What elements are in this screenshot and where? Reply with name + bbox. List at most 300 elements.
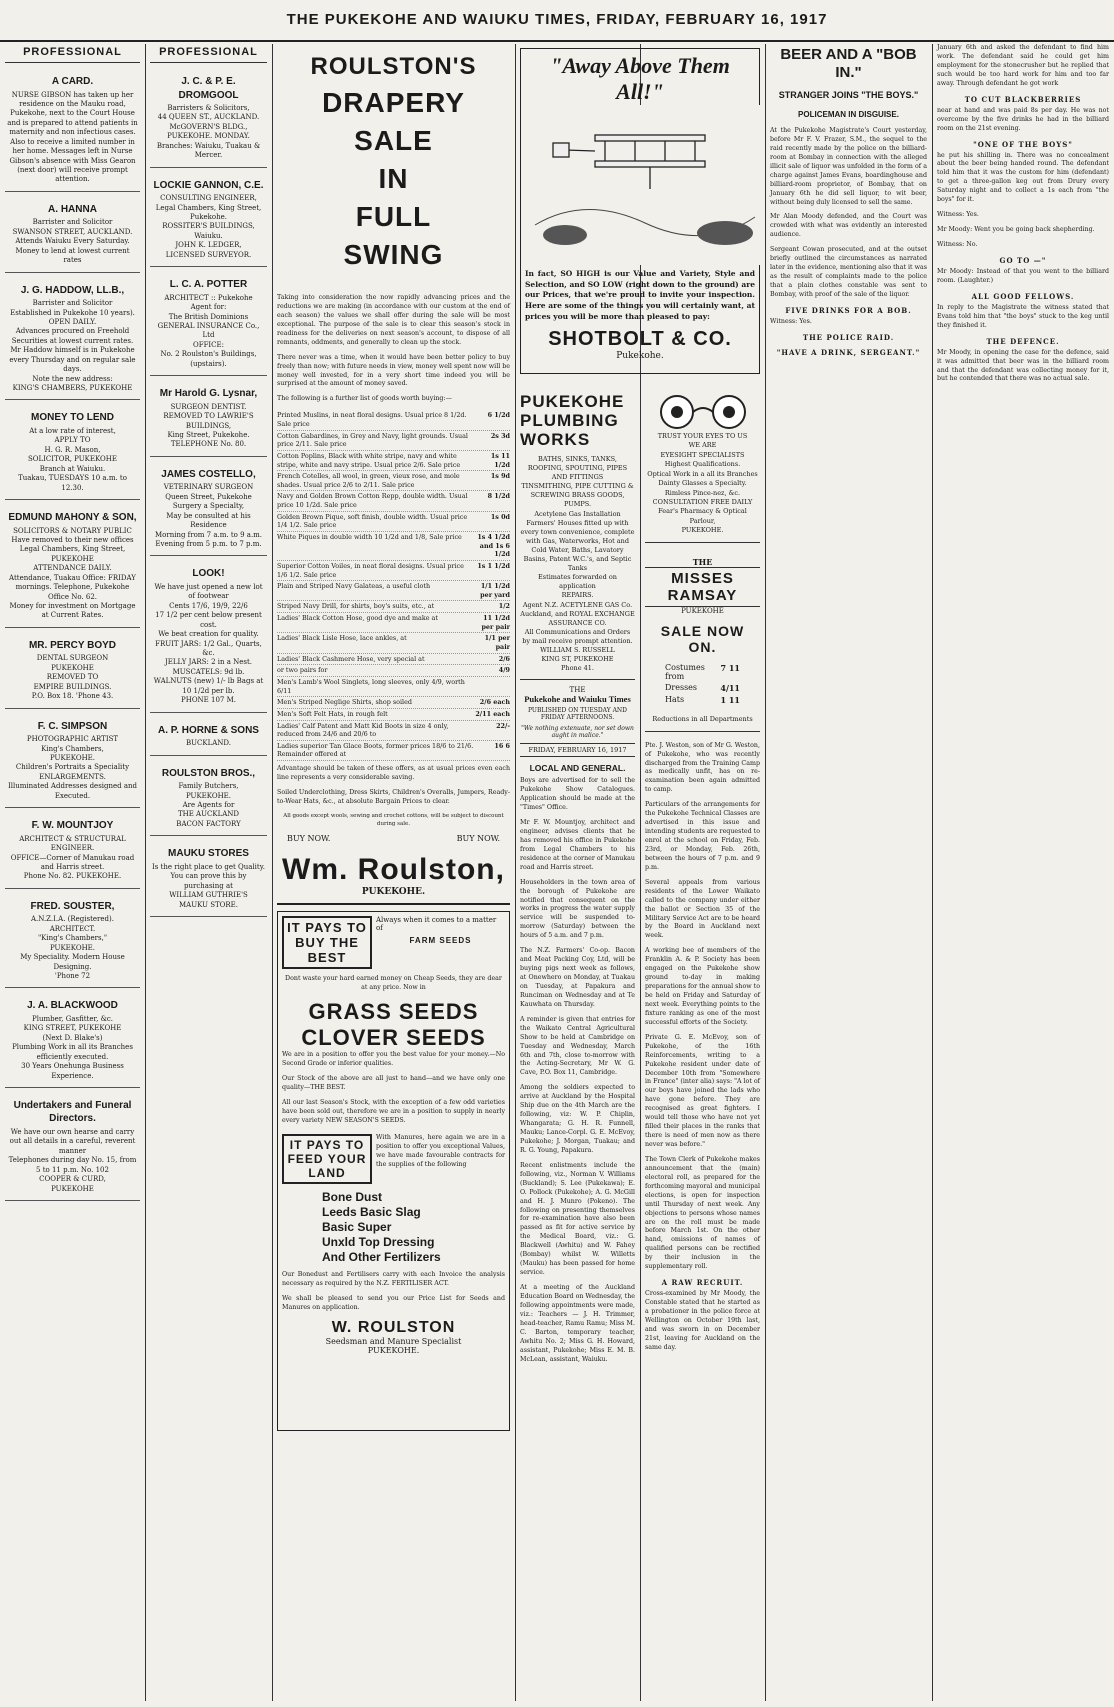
card-line: My Speciality. Modern House Designing.	[20, 953, 125, 971]
sale-item	[277, 532, 510, 561]
professional-card	[5, 813, 140, 889]
sale-item	[277, 561, 510, 581]
plumbing-times-column	[515, 392, 640, 1701]
card-line: PUKEKOHE	[51, 663, 94, 672]
sale-item-desc: Men's Soft Felt Hats, in rough felt	[277, 709, 388, 718]
news-paragraph: A reminder is given that entries for the Waikato Central Agricultural Show to be held at Cambridge on Tuesday and Wednesday, March 6th and 7th, close to-morrow with the Acting-Secretary, Mr W. G. Cave, P.O. Box 11, Cambridge.	[520, 1015, 635, 1077]
optical-details	[645, 432, 760, 543]
buy-now-right: BUY NOW.	[456, 834, 500, 844]
article-title: BEER AND A "BOB IN."	[780, 46, 917, 81]
plumbing-line: Phone 41.	[561, 664, 594, 673]
news-paragraph: Boys are advertised for to sell the Pukekohe Show Catalogues. Application should be made at the "Times" Office.	[520, 777, 635, 812]
card-line: The British Dominions GENERAL INSURANCE Co., Ltd	[157, 312, 260, 340]
article-paragraph: At the Pukekohe Magistrate's Court yesterday, before Mr F. V. Frazer, S.M., the sequel to the raid recently made by the police on the billiard-room at Bombay in connection with the alleged illicit sale of liquor was unfolded in the form of a charge against James Evans, boardinghouse and billiard-room proprietor, of Bombay, that on January 6th he did sell liquor, to wit beer, without being duly licensed to sell the same.	[770, 127, 927, 206]
card-line: Attends Waiuku Every Saturday.	[15, 237, 130, 246]
article-paragraph: January 6th and asked the defendant to find him work. The defendant said he could get him employment for the stonecrusher but he replied that such would be too hard work for him and too far away. Through defendant he got work	[937, 44, 1109, 87]
sale-item-price: 2/6 each	[479, 698, 510, 707]
plumbing-line: Estimates forwarded on application	[538, 573, 617, 591]
sale-item	[277, 451, 510, 471]
card-line: BUCKLAND.	[185, 739, 232, 748]
biplane-illustration	[525, 105, 763, 265]
ramsay-town: PUKEKOHE	[681, 606, 724, 615]
card-title: J. G. HADDOW, LL.B.,	[20, 284, 125, 296]
professional-card	[5, 993, 140, 1088]
card-line: REMOVED TO LAWRIE'S BUILDINGS,	[163, 412, 254, 430]
card-line: Phone No. 82. PUKEKOHE.	[23, 872, 122, 881]
column-heading: PROFESSIONAL	[150, 44, 267, 63]
professional-card	[150, 69, 267, 168]
sale-item-desc: Men's Lamb's Wool Singlets, long sleeves, only 4/9, worth 6/11	[277, 677, 465, 695]
sale-item	[277, 613, 510, 633]
optical-line: Optical Work in a all its Branches Dainty Glasses a Specialty.	[647, 469, 758, 488]
card-title: J. C. & P. E. DROMGOOL	[178, 76, 239, 101]
optical-line: Highest Qualifications.	[664, 460, 741, 469]
grass-seeds-title: GRASS SEEDS	[308, 999, 479, 1025]
sale-item-desc: Cotton Poplins, Black with white stripe, navy and white stripe, white and navy stripe. Usual price 2/6. Sale price	[277, 451, 461, 469]
headline-line: ROULSTON'S	[310, 53, 477, 80]
roulston-town: PUKEKOHE.	[277, 887, 510, 905]
feed-land-box	[282, 1134, 372, 1184]
professional-card	[150, 561, 267, 712]
plumbing-line: REPAIRS.	[561, 591, 594, 600]
sale-item	[277, 431, 510, 451]
optical-line: TRUST YOUR EYES TO US	[657, 432, 748, 440]
ramsay-price: 1 11	[720, 694, 740, 705]
card-line: At a low rate of interest,	[29, 426, 116, 435]
farm-seeds-ad	[277, 911, 510, 1431]
card-line: Barristers & Solicitors,	[167, 104, 250, 112]
card-line: PUKEKOHE	[51, 554, 94, 563]
card-title: A. P. HORNE & SONS	[158, 724, 259, 736]
fertilizer-item: And Other Fertilizers	[322, 1249, 441, 1264]
article-subtitle: STRANGER JOINS "THE BOYS."	[778, 90, 919, 100]
professional-card	[150, 718, 267, 756]
card-line: Tuakau, TUESDAYS 10 a.m. to 12.30.	[18, 474, 127, 492]
sale-item-price: 8 1/2d	[487, 492, 510, 501]
optical-line: CONSULTATION FREE DAILY	[652, 497, 753, 506]
sale-item	[277, 721, 510, 741]
article-subtitle-2: POLICEMAN IN DISGUISE.	[798, 110, 899, 119]
professional-card	[150, 462, 267, 557]
ramsay-price-row	[665, 663, 740, 681]
article-subheading: THE DEFENCE.	[986, 336, 1060, 346]
sale-item-desc: White Piques in double width 10 1/2d and 1/8, Sale price	[277, 533, 462, 541]
price-list-para: We shall be pleased to send you our Price List for Seeds and Manures on application.	[282, 1294, 505, 1311]
card-line: King Street, Pukekohe.	[167, 431, 250, 439]
sale-item-desc: Striped Navy Drill, for shirts, boy's suits, etc., at	[277, 602, 435, 611]
sale-soiled: Soiled Underclothing, Dress Skirts, Children's Overalls, Jumpers, Ready-to-Wear Hats, &c., at absolute Bargain Prices to clear.	[277, 788, 510, 805]
sale-items	[277, 410, 510, 761]
article-paragraph: Mr Moody: Went you be going back shepherding.	[937, 226, 1095, 234]
professional-card	[150, 272, 267, 376]
sale-item-desc: Ladies superior Tan Glace Boots, former prices 18/6 to 21/6. Remainder offered at	[277, 741, 474, 759]
article-paragraph: he put his shilling in. There was no concealment about the beer being handed round. The defendant told him that it was the custom for him (defendant) to get a three-gallon keg out from Drury every Saturday night and to collect a 1s each from "the boys" for it.	[937, 151, 1109, 204]
card-line: Have removed to their new offices	[11, 535, 134, 544]
plumbing-title: PUKEKOHE PLUMBING WORKS	[520, 392, 625, 449]
card-title: A CARD.	[51, 76, 94, 87]
card-line: SOLICITOR, PUKEKOHE	[27, 455, 118, 464]
card-title: F. W. MOUNTJOY	[31, 820, 114, 832]
article-paragraph: In reply to the Magistrate the witness stated that Evans told him that "the boys" stuck to the keg until they finished it.	[937, 303, 1109, 329]
headline-line: FULL	[355, 201, 432, 232]
farm-seeds-para: Our Stock of the above are all just to hand—and we have only one quality—THE BEST.	[282, 1075, 505, 1092]
optical-line: EYESIGHT SPECIALISTS	[660, 450, 745, 459]
card-line: Is the right place to get Quality. You can prove this by purchasing at	[152, 862, 265, 890]
ramsay-name: MISSES RAMSAY	[645, 567, 760, 607]
sale-item-desc: Plain and Striped Navy Galateas, a useful cloth	[277, 582, 431, 591]
news-paragraph: Recent enlistments include the following, viz., Norman V. Williams (Buckland); S. Lee (Pukekawa); E. O. Pollock (Pukekohe); A. G. McGill and H. J. Munro (Pokeno). The following on presenting themselves for re-examination have also been passed as fit for active service by the Medical Board, viz.: G. Blackwell (Awhitu) and W. Fahey (Bombay) whilst W. Willetts (Mauku) has been passed for home service.	[520, 1161, 635, 1277]
card-line: MUSCATELS: 9d lb.	[172, 667, 245, 676]
card-line: Queen Street, Pukekohe	[165, 492, 252, 501]
article-subheading: GO TO —"	[999, 255, 1047, 265]
shotbolt-ad	[515, 44, 765, 384]
card-line: Money to lend at lowest current rates	[15, 246, 130, 265]
farm-seeds-para: We are in a position to offer you the best value for your money.—No Second Grade or inferior qualities.	[282, 1051, 505, 1068]
ramsay-price-row	[665, 695, 740, 705]
card-line: Telephones during day No. 15, from 5 to 11 p.m. No. 102	[8, 1156, 137, 1174]
card-title: MR. PERCY BOYD	[28, 639, 117, 651]
article-paragraph: near at hand and was paid 8s per day. He was not overcome by the five drinks he had in the billiard room on the 21st evening.	[937, 106, 1109, 132]
sale-item-price: 1s 4 1/2d and 1s 6 1/2d	[477, 533, 510, 559]
sale-item	[277, 697, 510, 709]
sale-item-price: 16 6	[494, 741, 510, 750]
card-line: FRUIT JARS: 1/2 Gal., Quarts, &c.	[155, 639, 262, 657]
article-subheading: ALL GOOD FELLOWS.	[971, 291, 1075, 301]
card-line: ARCHITECT & STRUCTURAL ENGINEER.	[19, 834, 126, 853]
sale-item-price: 6 1/2d	[487, 411, 510, 420]
column-heading: PROFESSIONAL	[5, 44, 140, 63]
sale-item-price: 2/11 each	[475, 709, 510, 718]
roulston-drapery-column	[272, 44, 515, 1701]
article-paragraph: Mr Alan Moody defended, and the Court was crowded with what was evidently an interested audience.	[770, 213, 927, 239]
card-line: JELLY JARS: 2 in a Nest.	[164, 658, 253, 667]
sale-item-desc: French Cotelles, all wool, in green, vieux rose, and mole shades. Usual price 2/6 to 2/11. Sale price	[277, 472, 460, 489]
card-line: Attendance, Tuakau Office: FRIDAY mornings. Telephone, Pukekohe Office No. 62.	[9, 573, 136, 601]
professional-column-1	[0, 44, 145, 1701]
optical-line: PUKEKOHE.	[681, 526, 724, 535]
sale-item-price: 1s 0d	[490, 512, 510, 521]
shotbolt-name: SHOTBOLT & CO.	[548, 328, 732, 351]
always-line: Always when it comes to a matter of	[376, 916, 497, 933]
spectacles-icon	[647, 392, 759, 432]
fertilizer-para: Our Bonedust and Fertilisers carry with each Invoice the analysis necessary as required by the N.Z. FERTILISER ACT.	[282, 1270, 505, 1287]
news-paragraph: A working bee of members of the Franklin A. & P. Society has been engaged on the Pukekohe show ground to-day in making preparations for the annual show to be held on Friday and Saturday of next week. Everything points to the fixture ranking as one of the most successful efforts of the Society.	[645, 947, 760, 1026]
sale-item-desc: or two pairs for	[277, 666, 328, 675]
sale-intro: Taking into consideration the now rapidly advancing prices and the reductions we are making (in accordance with our custom at the end of each season) the values we shall offer during the sale will be most exceptional. The purpose of the sale is to clear this season's stock in readiness for the deliveries on next season's account, to dispose of all remnants, oddments, and generally to clean up the stock.	[277, 294, 510, 346]
sale-note: All goods except wools, sewing and crochet cottons, will be subject to discount during sale.	[283, 812, 504, 827]
manures-para: With Manures, here again we are in a position to offer you exceptional Values, we have made favourable contracts for the supplies of the following	[376, 1133, 505, 1168]
news-paragraph: At a meeting of the Auckland Education Board on Wednesday, the following appointments were made, viz.: Teachers — J. H. Trimmer, head-teacher, Ramu Ramu; Miss M. C. Barton, temporary teacher, Awhitu No. 2; Miss G. H. Howard, assistant, Pukekohe; Miss E. M. B. McLean, assistant, Waiuku.	[520, 1284, 635, 1363]
news-paragraph: Several appeals from various residents of the Lower Waikato called to the company under either the ballot or Section 35 of the Military Service Act are to be heard by the Board in Auckland next week.	[645, 878, 760, 940]
sale-item-desc: Cotton Gabardines, in Grey and Navy, light grounds. Usual price 2/11. Sale price	[277, 431, 468, 449]
seedsman-line: Seedsman and Manure Specialist	[325, 1336, 462, 1346]
sale-intro-2: There never was a time, when it would have been better policy to buy freely than now; with future needs in view, money well spent now will be money well invested, for in a very short time indeed you will be surprised at the amount of money saved.	[277, 353, 510, 388]
optical-line: Rimless Pince-nez, &c.	[664, 488, 741, 497]
card-line: SWANSON STREET, AUCKLAND.	[12, 227, 133, 236]
card-line: "King's Chambers,"	[37, 934, 108, 943]
card-line: ATTENDANCE DAILY.	[33, 564, 112, 573]
professional-card	[150, 841, 267, 917]
news-paragraph: Householders in the town area of the borough of Pukekohe are notified that consequent on the works in progress the water supply service will be suspended to-morrow (Saturday) between the hours of 5 a.m. and 7 p.m.	[520, 878, 635, 940]
masthead: THE PUKEKOHE AND WAIUKU TIMES, FRIDAY, FEBRUARY 16, 1917	[0, 0, 1114, 42]
sale-item	[277, 654, 510, 666]
card-line: 30 Years Onehunga Business Experience.	[21, 1062, 124, 1080]
times-dateline: FRIDAY, FEBRUARY 16, 1917	[520, 743, 635, 757]
farm-seeds-title: FARM SEEDS	[409, 936, 472, 946]
sale-item-price: 1s 11 1/2d	[490, 451, 510, 469]
card-line: We have our own hearse and carry out all details in a careful, reverent manner	[9, 1127, 136, 1155]
beer-article-column	[765, 44, 932, 1701]
ramsay-item: Hats	[665, 694, 685, 704]
fertilizer-item: Leeds Basic Slag	[322, 1204, 421, 1219]
buy-now-row	[287, 834, 500, 843]
plumbing-line: Farmers' Houses fitted up with every town convenience, complete with Gas, Waterworks, Hot and Cold Water, Baths, Lavatory Basins, Patent W.C.'s, and Septic Tanks	[520, 518, 635, 573]
plumbing-line: KING ST, PUKEKOHE	[541, 655, 614, 664]
card-line: Are Agents for	[182, 800, 235, 809]
article-body-right	[937, 44, 1109, 384]
optical-line: Fear's Pharmacy & Optical Parlour,	[658, 507, 747, 525]
card-line: (Next D. Blake's)	[42, 1033, 103, 1042]
clover-seeds-title: CLOVER SEEDS	[301, 1025, 486, 1051]
local-general-heading: LOCAL AND GENERAL.	[529, 763, 626, 774]
card-line: Established in Pukekohe 10 years).	[10, 308, 135, 317]
card-line: Cents 17/6, 19/9, 22/6	[169, 601, 248, 610]
sale-item-desc: Golden Brown Pique, soft finish, double width. Usual price 1/4 1/2. Sale price	[277, 512, 468, 530]
sale-item-price: 1/2	[498, 602, 510, 611]
card-line: Illuminated Addresses designed and Executed.	[7, 782, 138, 800]
sale-item	[277, 512, 510, 532]
professional-card	[5, 1093, 140, 1201]
card-title: Mr Harold G. Lysnar,	[159, 388, 258, 400]
card-line: PUKEKOHE.	[49, 753, 96, 762]
sale-item	[277, 633, 510, 653]
card-line: 44 QUEEN ST., AUCKLAND.	[157, 113, 260, 122]
fertilizer-item: Bone Dust	[322, 1189, 382, 1204]
farm-seeds-para: Dont waste your hard earned money on Cheap Seeds, they are dear at any price. Now in	[285, 975, 502, 992]
card-line: Note the new address:	[32, 374, 113, 383]
professional-card	[150, 173, 267, 268]
card-line: Money for investment on Mortgage at Current Rates.	[9, 602, 136, 620]
card-title: J. A. BLACKWOOD	[27, 1000, 118, 1012]
sale-item	[277, 665, 510, 677]
ramsay-price: 7 11	[720, 662, 740, 673]
card-line: APPLY TO	[54, 436, 91, 445]
card-line: Mr Haddow himself is in Pukekohe every Thursday and on regular sale days.	[9, 346, 136, 374]
card-title: F. C. SIMPSON	[37, 720, 108, 732]
sale-headline	[277, 50, 510, 274]
headline-line: DRAPERY	[322, 87, 465, 118]
shotbolt-town: Pukekohe.	[616, 351, 664, 362]
news-paragraph: Particulars of the arrangements for the Pukekohe Technical Classes are advertised in this issue and intending students are requested to enrol at the school on Friday, Feb. 23rd, or Monday, Feb. 26th, between the hours of 7 p.m. and 9 p.m.	[645, 801, 760, 871]
article-paragraph: Sergeant Cowan prosecuted, and at the outset briefly outlined the circumstances as narrated later in the evidence, mentioning also that it was as the result of complaints made to the police that a plain clothes constable was sent to Bombay, with proof of the sale of the liquor.	[770, 246, 927, 298]
card-line: ENLARGEMENTS.	[39, 772, 106, 781]
always-text	[376, 916, 505, 969]
headline-line: SWING	[343, 239, 444, 270]
professional-card	[5, 714, 140, 809]
card-line: Plumber, Gasfitter, &c.	[32, 1014, 113, 1023]
sale-item	[277, 581, 510, 601]
card-line: PUKEKOHE	[51, 1184, 94, 1193]
sale-item-price: 4/9	[498, 666, 510, 675]
card-line: PUKEKOHE.	[185, 791, 232, 800]
sale-item-price: 1s 9d	[490, 472, 510, 481]
card-line: A.N.Z.I.A. (Registered).	[31, 915, 114, 924]
card-line: 17 1/2 per cent below present cost.	[155, 611, 262, 629]
card-line: LICENSED SURVEYOR.	[165, 250, 252, 259]
sale-item-desc: Navy and Golden Brown Cotton Repp, double width. Usual price 10 1/2d. Sale price	[277, 492, 468, 510]
shotbolt-text: In fact, SO HIGH is our Value and Variety, Style and Selection, and SO LOW (right down to the ground) are our Prices, that we're proud to invite your inspection. Here are some of the things you will certainly want, at prices you will be more than pleased to pay:	[525, 269, 755, 321]
card-line: McGOVERN'S BLDG., PUKEKOHE. MONDAY.	[167, 122, 250, 141]
sale-item-desc: Ladies' Black Cotton Hose, good dye and make at	[277, 614, 438, 623]
sale-item-price: 1/1 1/2d per yard	[480, 582, 510, 599]
card-line: ROSSITER'S BUILDINGS, Waiuku.	[162, 222, 255, 240]
card-line: JOHN K. LEDGER,	[175, 241, 242, 250]
card-line: KING STREET, PUKEKOHE	[23, 1024, 122, 1033]
card-line: Surgery a Specialty,	[172, 502, 245, 511]
card-line: PHONE 107 M.	[181, 696, 236, 705]
card-title: MAUKU STORES	[168, 848, 249, 860]
card-title: JAMES COSTELLO,	[161, 468, 256, 480]
professional-card	[5, 278, 140, 401]
sale-item-price: 2s 3d	[490, 431, 510, 440]
local-general-paras	[520, 777, 635, 1364]
card-title: LOCKIE GANNON, C.E.	[153, 179, 264, 191]
times-name: Pukekohe and Waiuku Times	[524, 694, 631, 705]
card-title: EDMUND MAHONY & SON,	[8, 512, 137, 523]
article-subheading: TO CUT BLACKBERRIES	[964, 94, 1082, 104]
card-line: PUKEKOHE.	[49, 943, 96, 952]
card-line: ARCHITECT :: Pukekohe	[164, 293, 253, 302]
card-line: DENTAL SURGEON	[36, 654, 109, 663]
professional-card	[5, 69, 140, 192]
article-subheading: FIVE DRINKS FOR A BOB.	[785, 305, 912, 315]
card-line: BACON FACTORY	[176, 819, 241, 828]
sale-item	[277, 677, 510, 697]
sale-item-desc: Ladies' Black Cashmere Hose, very special at	[277, 654, 425, 663]
card-line: Agent for:	[190, 303, 227, 312]
card-line: OFFICE—Corner of Manukau road and Harris street.	[10, 853, 135, 871]
sale-item	[277, 471, 510, 491]
news-paragraph: Pte. J. Weston, son of Mr G. Weston, of Pukekohe, who was recently discharged from the Training Camp as medically unfit, has on re-examination been again admitted to camp.	[645, 741, 760, 794]
article-body-left	[770, 127, 927, 357]
card-line: P.O. Box 18. 'Phone 43.	[31, 692, 114, 701]
sale-item	[277, 491, 510, 511]
times-rule: THE	[569, 686, 586, 695]
card-title: A. HANNA	[48, 203, 97, 215]
sale-advantage: Advantage should be taken of these offers, as at usual prices even each line represents a very considerable saving.	[277, 765, 510, 782]
roulston-signature: Wm. Roulston,	[282, 853, 505, 887]
card-line: ARCHITECT.	[49, 924, 96, 933]
news-subheading: A RAW RECRUIT.	[661, 1278, 744, 1288]
buy-now-left: BUY NOW.	[287, 834, 331, 844]
card-line: WILLIAM GUTHRIE'S	[169, 891, 248, 900]
news-paragraph: Mr F. W. Mountjoy, architect and engineer, advises clients that he has removed his office in Pukekohe from Legal Chambers to his residence at the corner of Manukau road and Harris street.	[520, 819, 635, 871]
card-line: COOPER & CURD,	[39, 1175, 106, 1184]
ramsay-the: THE	[692, 556, 713, 567]
optical-line: WE ARE	[688, 441, 717, 450]
headline-line: SALE	[354, 125, 433, 156]
card-line: May be consulted at his Residence	[166, 511, 251, 530]
card-title: LOOK!	[192, 568, 225, 580]
card-line: KING'S CHAMBERS, PUKEKOHE	[12, 384, 133, 392]
professional-card	[150, 381, 267, 457]
article-subheading: "ONE OF THE BOYS"	[973, 139, 1073, 149]
headline-line: IN	[378, 163, 409, 194]
sale-item-desc: Ladies' Calf Patent and Matt Kid Boots in size 4 only, reduced from 24/6 and 20/6 to	[277, 721, 449, 739]
card-line: MAUKU STORE.	[178, 900, 239, 909]
card-title: ROULSTON BROS.,	[161, 767, 256, 779]
col5-paras	[645, 742, 760, 1353]
professional-card	[5, 197, 140, 273]
sale-item-desc: Superior Cotton Voiles, in neat floral designs. Usual price 1/6 1/2. Sale price	[277, 561, 464, 579]
beer-article-continued	[932, 44, 1114, 1701]
sale-item-price: 1s 1 1/2d	[477, 561, 510, 570]
card-line: H. G. R. Mason,	[44, 445, 101, 454]
card-line: We have just opened a new lot of footwear	[154, 582, 263, 601]
professional-card	[5, 894, 140, 989]
card-line: Evening from 5 p.m. to 7 p.m.	[155, 540, 262, 548]
article-subheading: THE POLICE RAID.	[802, 332, 895, 342]
news-paragraph: Among the soldiers expected to arrive at Auckland by the Hospital Ship due on the 4th March are the following, viz: W. P. Chiplin, Whangarata; G. H. R. Funnell, Mauku; Lance-Corpl. G. E. McEvoy, Pukekohe; J. Morgan, Tuakau; and R. G. Young, Papakura.	[520, 1084, 635, 1154]
sale-list-intro: The following is a further list of goods worth buying:—	[277, 395, 452, 403]
card-line: Barrister and Solicitor	[32, 299, 113, 308]
news-paragraph: Cross-examined by Mr Moody, the Constable stated that he started as a probationer in the police force at Wellington on October 19th last, and was sworn in on December 21st, leaving for Auckland on the same day.	[645, 1290, 760, 1351]
sale-item-price: 22/-	[496, 721, 510, 730]
sale-item-desc: Printed Muslins, in neat floral designs. Usual price 8 1/2d. Sale price	[277, 411, 467, 428]
ramsay-prices	[645, 663, 760, 705]
seedsman-town: PUKEKOHE.	[367, 1345, 420, 1355]
card-line: 'Phone 72	[54, 971, 91, 980]
farm-seeds-para: All our last Season's Stock, with the exception of a few odd varieties have been sold out, therefore we are in a position to supply in nearly every variety NEW SEASON'S SEEDS.	[282, 1099, 505, 1124]
sale-item-price	[474, 678, 510, 695]
article-paragraph: Witness: Yes.	[770, 317, 812, 325]
card-line: No. 2 Roulston's Buildings, (upstairs).	[160, 350, 257, 368]
ramsay-price-row	[665, 683, 740, 693]
ramsay-item: Dresses	[665, 682, 698, 692]
card-line: Legal Chambers, King Street,	[19, 545, 126, 554]
times-motto: "We nothing extenuate, nor set down aught in malice."	[521, 725, 634, 740]
card-line: NURSE GIBSON has taken up her residence on the Mauku road, Pukekohe, next to the Court House and is prepared to attend patients in maternity and non infectious cases. Also to receive a limited number in her home. Messages left in Nurse Gibson's absence with Miss Gearon (next door) will receive prompt attention.	[7, 90, 138, 184]
plumbing-details	[520, 455, 635, 680]
news-paragraph: The N.Z. Farmers' Co-op. Bacon and Meat Packing Coy, Ltd, will be buying pigs next week as follows, at Onewhero on Monday, at Tuakau on Tuesday, at Papakura and Runciman on Wednesday and at Te Kauwhata on Thursday.	[520, 947, 635, 1008]
it-pays-heading: IT PAYS TO BUY THE BEST	[287, 920, 367, 966]
sale-item	[277, 709, 510, 721]
ramsay-footer: Reductions in all Departments	[645, 715, 760, 732]
sale-item-price: 2/6	[498, 654, 510, 663]
plumbing-line: All Communications and Orders by mail receive prompt attention.	[522, 627, 633, 645]
card-line: SURGEON DENTIST.	[170, 402, 247, 411]
news-paragraph: Private G. E. McEvoy, son of Pukekohe, of the 16th Reinforcements, writing to a Pukekohe resident under date of December 10th from "Somewhere in France" (inter alia) says: "A lot of our boys have joined the lads who have gone before. They are recognised as great fighters. I would tell those who have not yet filled their places in the ranks that there is need of men now as there never was before."	[645, 1033, 761, 1149]
article-paragraph: Mr Moody, in opening the case for the defence, said it was admitted that beer was in the billiard room and that the defendant was collecting money for it, but he contended that there was no actual sale.	[937, 348, 1109, 383]
professional-column-2	[145, 44, 272, 1701]
times-published: PUBLISHED ON TUESDAY AND FRIDAY AFTERNOONS.	[528, 707, 627, 722]
card-line: PHOTOGRAPHIC ARTIST	[26, 735, 119, 744]
card-line: Morning from 7 a.m. to 9 a.m.	[154, 530, 263, 539]
it-pays-box	[282, 916, 372, 969]
card-line: VETERINARY SURGEON	[163, 483, 254, 492]
card-title: Undertakers and Funeral Directors.	[13, 1099, 132, 1125]
ramsay-item: Costumes from	[665, 662, 705, 681]
roulston-seeds-signature: W. ROULSTON	[331, 1318, 456, 1336]
plumbing-line: BATHS, SINKS, TANKS, ROOFING, SPOUTING, PIPES AND FITTINGS	[527, 455, 628, 482]
card-line: OPEN DAILY.	[48, 317, 97, 326]
card-title: L. C. A. POTTER	[169, 279, 248, 291]
card-line: OFFICE:	[192, 340, 225, 349]
card-line: CONSULTING ENGINEER,	[160, 194, 257, 203]
professional-card	[150, 761, 267, 837]
sale-item	[277, 601, 510, 613]
professional-card	[5, 633, 140, 709]
